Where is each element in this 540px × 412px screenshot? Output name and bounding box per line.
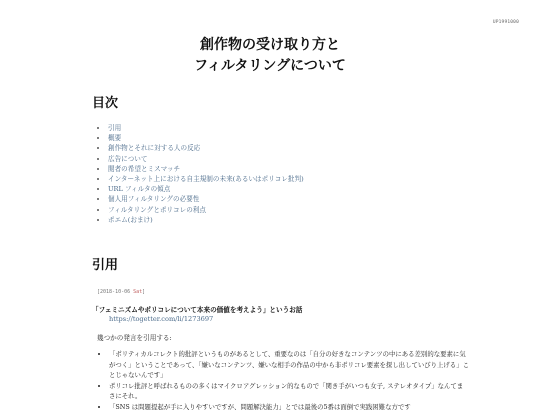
toc-item	[108, 164, 304, 174]
toc-link[interactable]: フィルタリングとポリコレの利点	[108, 206, 206, 214]
entry-date	[97, 289, 145, 295]
date-bracket-open: [	[97, 289, 100, 295]
toc-item	[108, 154, 304, 164]
toc-list	[98, 123, 304, 225]
date-bracket-close: ]	[142, 289, 145, 295]
quote-item: • 「SNS は問題提起が手に入りやすいですが、問題解決能力」とでは最後の5番は面倒で実践困難な方です	[109, 402, 469, 412]
quote-heading: 引用	[92, 254, 118, 273]
toc-item	[108, 143, 304, 153]
toc-item	[108, 184, 304, 194]
toc-link[interactable]: 広告について	[108, 155, 147, 163]
toc-link[interactable]: 閲者の希望とミスマッチ	[108, 165, 180, 173]
source-link[interactable]: https://togetter.com/li/1273697	[109, 315, 213, 323]
intro-text: 幾つかの発言を引用する:	[97, 332, 172, 342]
quote-list	[101, 349, 469, 412]
toc-link[interactable]: 個人用フィルタリングの必要性	[108, 195, 199, 203]
toc-link[interactable]: 概要	[108, 134, 121, 142]
toc-item	[108, 194, 304, 204]
quote-item: • ポリコレ批評と呼ばれるものの多くはマイクロアグレッション的なもので「関き手がいつも女子, ステレオタイプ」なんてまさにそれ。	[109, 381, 469, 402]
toc-link[interactable]: URL フィルタの傾点	[108, 185, 170, 193]
article-title: 「フェミニズムやポリコレについて本来の価値を考えよう」というお話	[92, 304, 302, 314]
toc-item	[108, 215, 304, 225]
toc-link[interactable]: 引用	[108, 124, 121, 132]
toc-item	[108, 123, 304, 133]
date-value: 2018-10-06	[100, 289, 130, 295]
toc-item	[108, 205, 304, 215]
date-weekday: Sat	[133, 289, 142, 295]
toc-link[interactable]: インターネット上における自主規制の未来(あるいはポリコレ批判)	[108, 175, 304, 183]
toc-link[interactable]: 創作物とそれに対する人の反応	[108, 144, 200, 152]
toc-heading: 目次	[92, 92, 118, 111]
toc-item	[108, 174, 304, 184]
page-title	[0, 35, 540, 77]
toc-item	[108, 133, 304, 143]
page-title-line-1: 創作物の受け取り方と	[0, 35, 540, 56]
quote-item: • 「ポリティカルコレクト的批評というものがあるとして、重要なのは「自分の好きなコンテンツの中にある差別的な要素に気がつく」ということであって、「嫌いなコンテンツ、嫌いな相手の作品の中から非ポリコレ要素を探し出していびり上げる」ことじゃないんです」	[109, 349, 469, 381]
page-title-line-2: フィルタリングについて	[0, 56, 540, 77]
top-link[interactable]: UP1991000	[493, 20, 519, 25]
toc-link[interactable]: ポエム(おまけ)	[108, 216, 153, 224]
